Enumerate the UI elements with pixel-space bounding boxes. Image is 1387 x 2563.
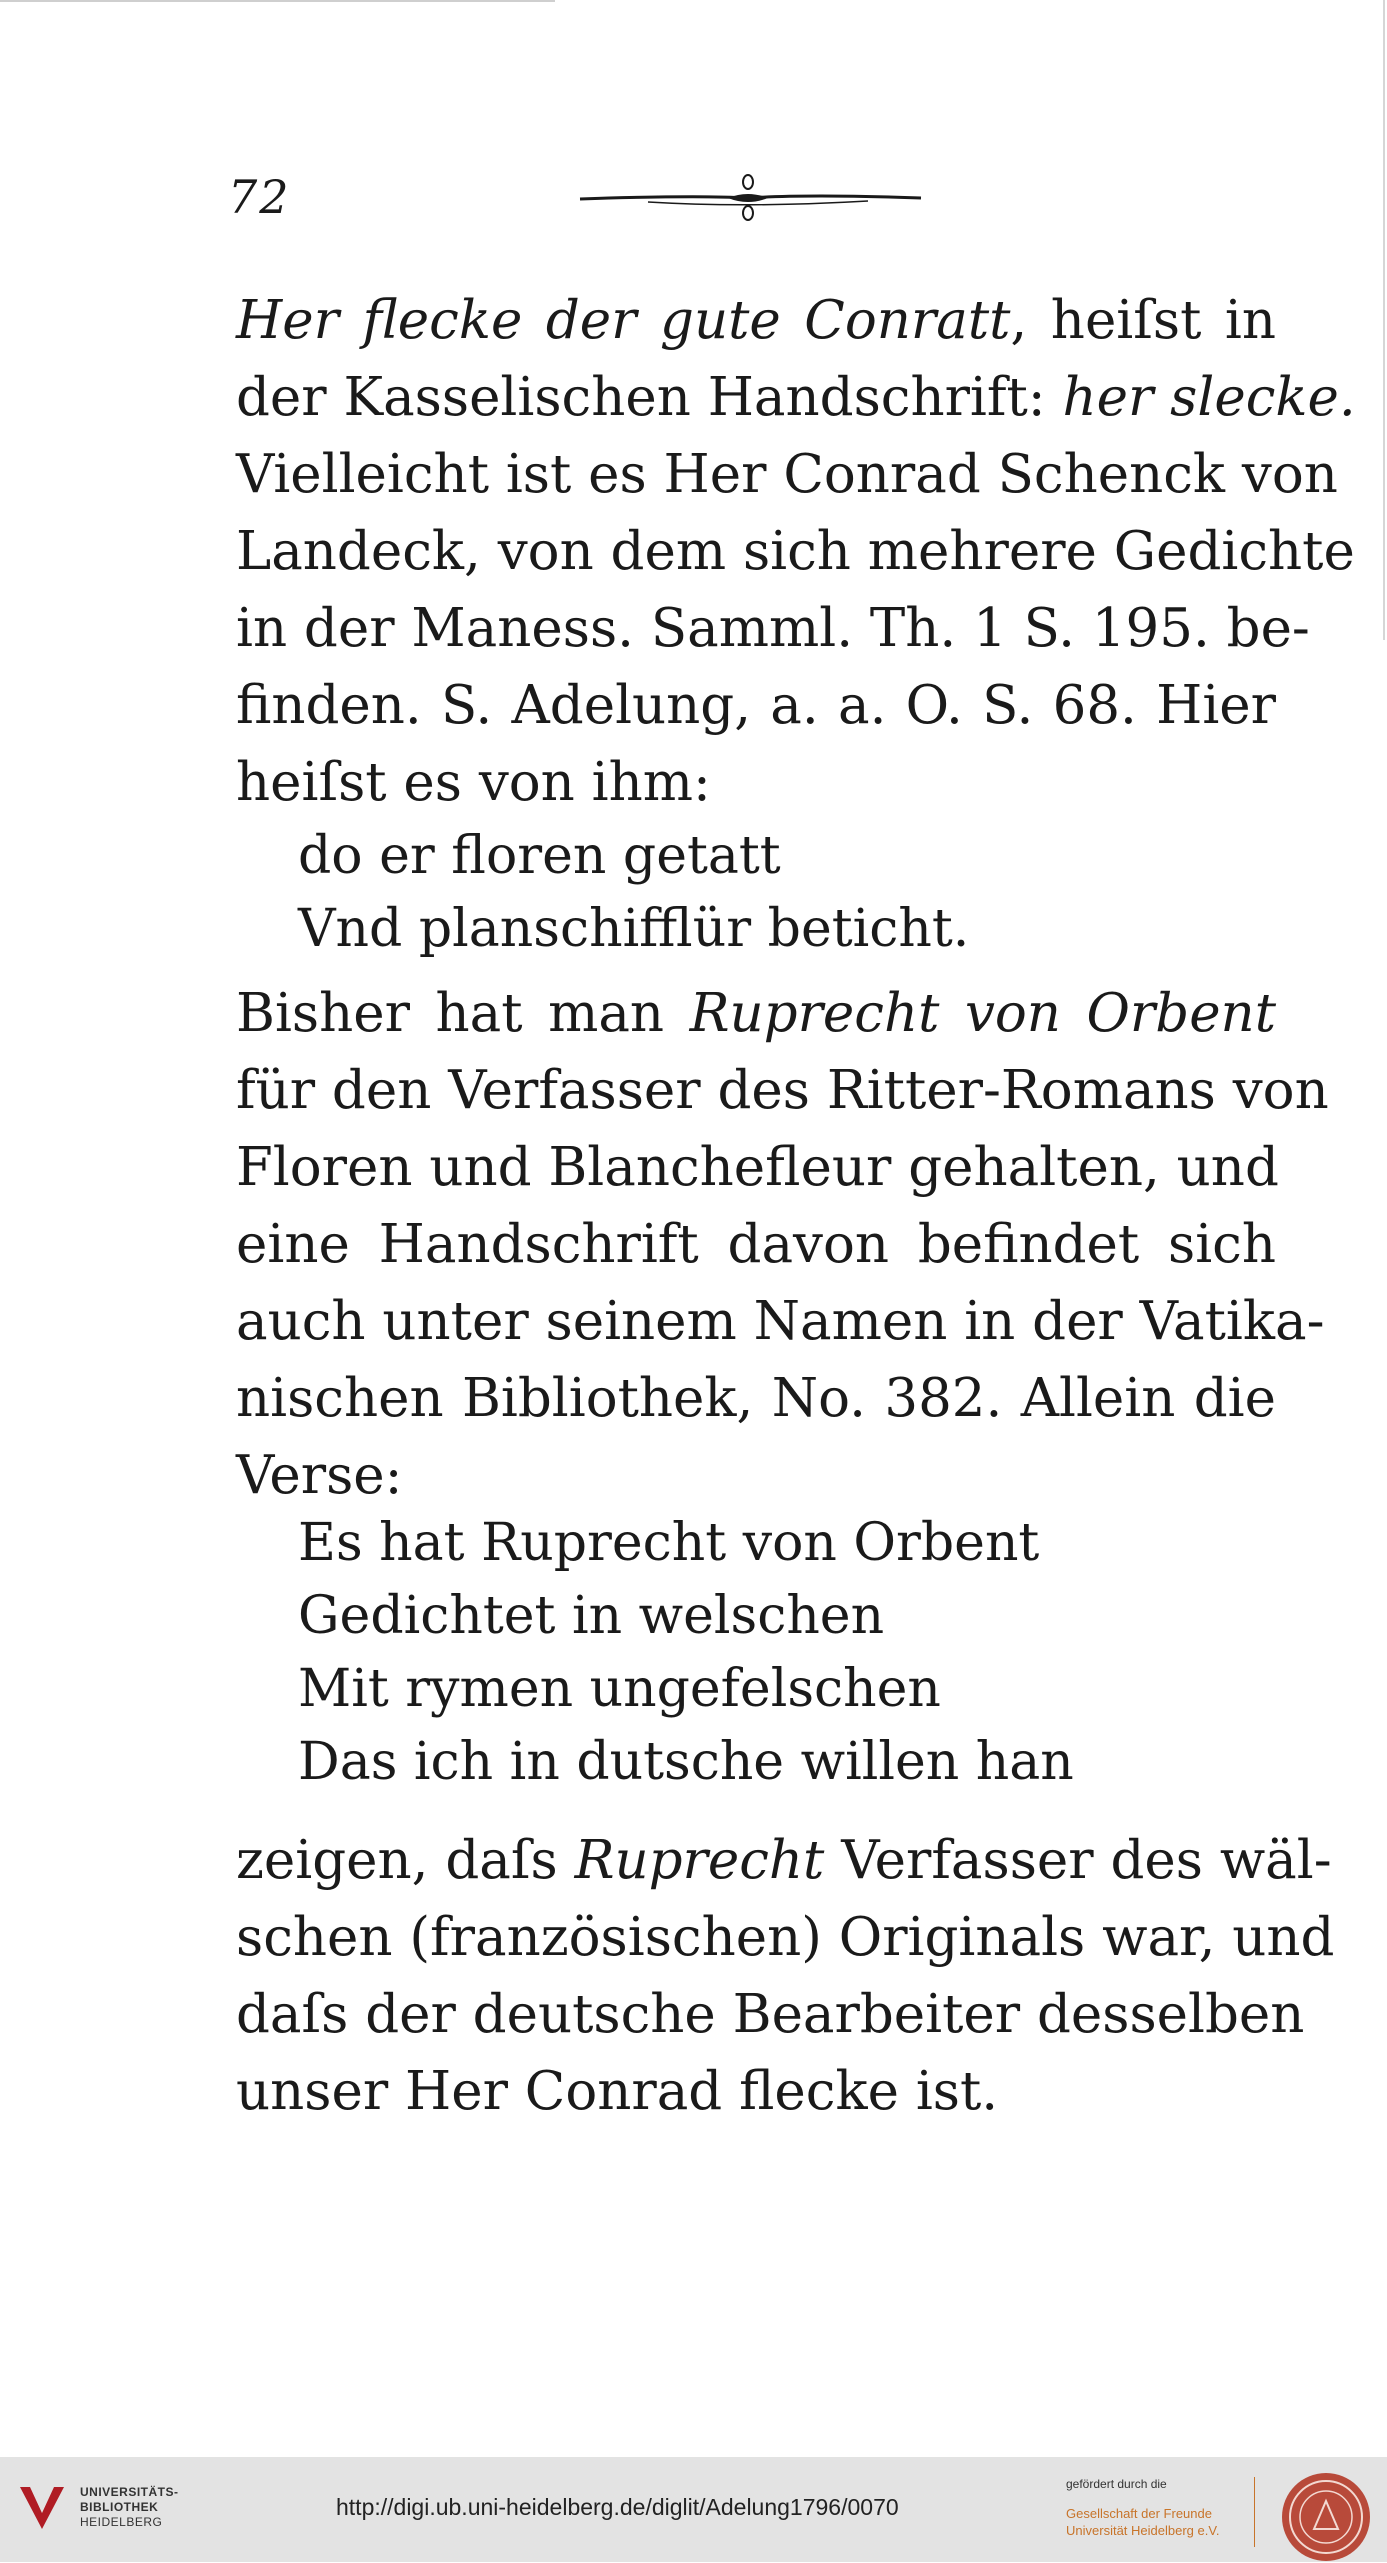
text-line [236, 1822, 1332, 1899]
footer-bar [0, 2457, 1387, 2562]
text-line [236, 1899, 1335, 1976]
text-segment: Bisher hat man [236, 983, 690, 1044]
text-line [236, 1283, 1325, 1360]
ornament-divider-icon [578, 168, 923, 224]
text-line [236, 1437, 1276, 1514]
text-segment: nischen Bibliothek, No. 382. Allein die [236, 1368, 1276, 1429]
text-segment: finden. S. Adelung, a. a. O. S. 68. Hier [236, 675, 1276, 736]
italic-text: Her flecke der gute Conratt [236, 290, 1011, 351]
text-segment: daſs der deutsche Bearbeiter desselben [236, 1984, 1305, 2045]
sponsor-block [1066, 2477, 1266, 2539]
sponsor-divider [1254, 2477, 1255, 2547]
library-name [80, 2485, 179, 2530]
page-number: 72 [228, 170, 291, 224]
text-segment: , heiſst in [1010, 290, 1276, 351]
text-line [236, 282, 1276, 359]
text-line [236, 1360, 1276, 1437]
text-segment: Verse: [236, 1445, 403, 1506]
library-name-line-2: BIBLIOTHEK [80, 2500, 159, 2514]
verse-line: Es hat Ruprecht von Orbent [298, 1513, 1040, 1573]
text-segment: Verfasser des wäl- [824, 1830, 1332, 1891]
text-line [236, 975, 1276, 1052]
library-name-line-3: HEIDELBERG [80, 2515, 163, 2529]
text-line [236, 436, 1338, 513]
text-segment: heiſst es von ihm: [236, 752, 711, 813]
paragraph-2 [236, 975, 1329, 1514]
library-name-line-1: UNIVERSITÄTS- [80, 2485, 179, 2499]
text-segment: in der Maness. Samml. Th. 1 S. 195. be- [236, 598, 1310, 659]
sponsor-label: gefördert durch die [1066, 2477, 1167, 2491]
text-segment: Landeck, von dem sich mehrere Gedichte [236, 521, 1355, 582]
text-segment: eine Handschrift davon befindet sich [236, 1214, 1276, 1275]
verse-block-2 [298, 1507, 1198, 1799]
italic-text: her slecke. [1062, 367, 1356, 428]
text-segment: für den Verfasser des Ritter-Romans von [236, 1060, 1329, 1121]
italic-text: Ruprecht [574, 1830, 825, 1891]
verse-line: Vnd planschifflür beticht. [298, 899, 970, 959]
text-line [236, 1976, 1305, 2053]
text-segment: schen (französischen) Originals war, und [236, 1907, 1335, 1968]
permalink-url[interactable]: http://digi.ub.uni-heidelberg.de/diglit/Adelung1796/0070 [336, 2494, 899, 2520]
sponsor-org-line-2: Universität Heidelberg e.V. [1066, 2523, 1220, 2538]
paragraph-1 [236, 282, 1356, 821]
verse-line: Mit rymen ungefelschen [298, 1659, 941, 1719]
text-line [236, 2053, 1276, 2130]
text-line [236, 590, 1310, 667]
text-line [236, 1129, 1279, 1206]
verse-line: Gedichtet in welschen [298, 1586, 885, 1646]
university-seal-icon [1280, 2471, 1372, 2563]
text-segment: zeigen, daſs [236, 1830, 575, 1891]
text-line [236, 667, 1276, 744]
text-segment: Vielleicht ist es Her Conrad Schenck von [236, 444, 1338, 505]
verse-block-1 [298, 820, 1198, 966]
text-line [236, 744, 1276, 821]
text-line [236, 1206, 1276, 1283]
text-segment: der Kasselischen Handschrift: [236, 367, 1063, 428]
italic-text: Ruprecht von Orbent [689, 983, 1276, 1044]
text-segment: Floren und Blanchefleur gehalten, und [236, 1137, 1279, 1198]
text-line [236, 513, 1355, 590]
university-library-logo-icon [14, 2479, 70, 2535]
sponsor-org-line-1: Gesellschaft der Freunde [1066, 2506, 1212, 2521]
top-edge-rule [0, 0, 555, 2]
verse-line: do er floren getatt [298, 826, 781, 886]
paragraph-3 [236, 1822, 1335, 2130]
text-line [236, 359, 1356, 436]
page-edge-shadow [1383, 0, 1385, 640]
text-segment: auch unter seinem Namen in der Vatika- [236, 1291, 1325, 1352]
text-segment: unser Her Conrad flecke ist. [236, 2061, 999, 2122]
text-line [236, 1052, 1329, 1129]
verse-line: Das ich in dutsche willen han [298, 1732, 1074, 1792]
